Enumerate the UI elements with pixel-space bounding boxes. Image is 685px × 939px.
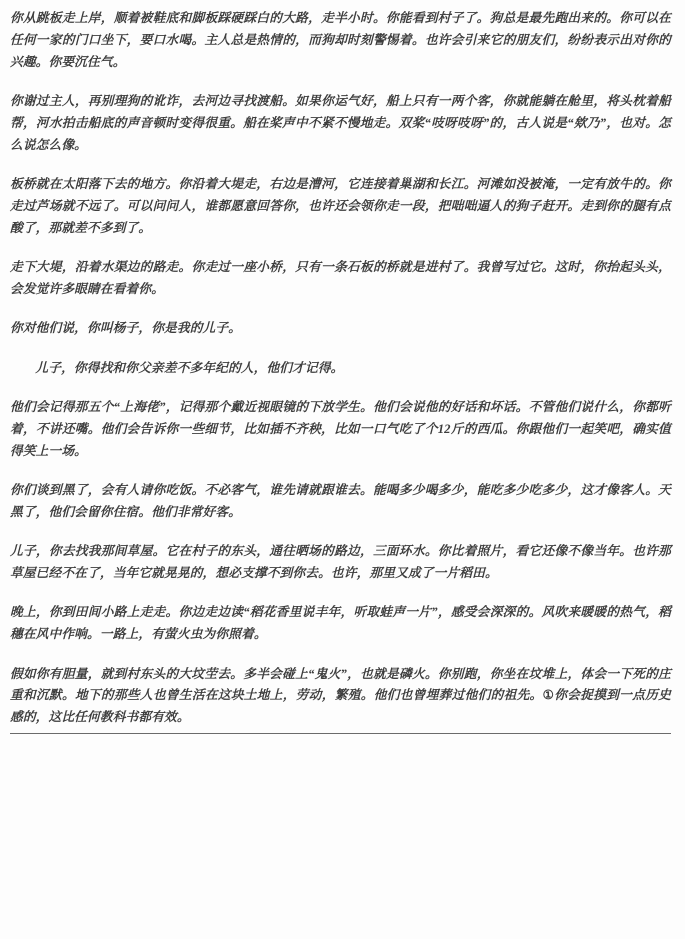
paragraph-text-after: 你会捉摸到一点历史感的，这比任何教科书都有效。 bbox=[10, 688, 671, 725]
paragraph: 你从跳板走上岸，顺着被鞋底和脚板踩硬踩白的大路，走半小时。你能看到村子了。狗总是最先跑出来的。你可以在任何一家的门口坐下，要口水喝。主人总是热情的，而狗却时刻警惕着。也许会引来它的朋友们，纷纷表示出对你的兴趣。你要沉住气。 bbox=[10, 11, 671, 69]
paragraph: 板桥就在太阳落下去的地方。你沿着大堤走，右边是漕河，它连接着巢湖和长江。河滩如没被淹，一定有放牛的。你走过芦场就不远了。可以问问人，谁都愿意回答你，也许还会领你走一段，把咄咄逼人的狗子赶开。走到你的腿有点酸了，那就差不多到了。 bbox=[10, 177, 671, 235]
paragraph: 你们谈到黑了，会有人请你吃饭。不必客气，谁先请就跟谁去。能喝多少喝多少，能吃多少吃多少，这才像客人。天黑了，他们会留你住宿。他们非常好客。 bbox=[10, 483, 671, 519]
paragraph-final bbox=[10, 664, 671, 730]
paragraph: 儿子，你去找我那间草屋。它在村子的东头，通往晒场的路边，三面环水。你比着照片，看它还像不像当年。也许那草屋已经不在了，当年它就晃晃的，想必支撑不到你去。也许，那里又成了一片稻田。 bbox=[10, 544, 671, 581]
paragraph: 你谢过主人，再别理狗的讹诈，去河边寻找渡船。如果你运气好，船上只有一两个客，你就能躺在舱里，将头枕着船帮，河水拍击船底的声音顿时变得很重。船在桨声中不紧不慢地走。双桨“吱呀吱呀”的，古人说是“欸乃”，也对。怎么说怎么像。 bbox=[10, 94, 671, 152]
paragraph: 走下大堤，沿着水渠边的路走。你走过一座小桥，只有一条石板的桥就是进村了。我曾写过它。这时，你抬起头头，会发觉许多眼睛在看着你。 bbox=[10, 260, 671, 296]
document-body bbox=[10, 8, 671, 734]
paragraph: 儿子，你得找和你父亲差不多年纪的人，他们才记得。 bbox=[35, 360, 344, 375]
paragraph: 你对他们说，你叫杨子，你是我的儿子。 bbox=[10, 321, 242, 336]
paragraph: 他们会记得那五个“上海佬”，记得那个戴近视眼镜的下放学生。他们会说他的好话和坏话。不管他们说什么，你都听着，不讲还嘴。他们会告诉你一些细节，比如插不齐秧，比如一口气吃了个12斤的西瓜。你跟他们一起笑吧，确实值得笑上一场。 bbox=[10, 399, 671, 458]
paragraph: 晚上，你到田间小路上走走。你边走边读“稻花香里说丰年，听取蛙声一片”，感受会深深的。风吹来暖暖的热气，稻穗在风中作响。一路上，有萤火虫为你照着。 bbox=[10, 605, 671, 642]
horizontal-rule bbox=[10, 733, 671, 734]
circled-number-marker: ① bbox=[542, 688, 555, 703]
paragraph-text-before: 假如你有胆量，就到村东头的大坟茔去。多半会碰上“鬼火”，也就是磷火。你别跑，你坐在坟堆上，体会一下死的庄重和沉默。地下的那些人也曾生活在这块土地上，劳动，繁殖。他们也曾埋葬过他们的祖先。 bbox=[10, 666, 671, 703]
